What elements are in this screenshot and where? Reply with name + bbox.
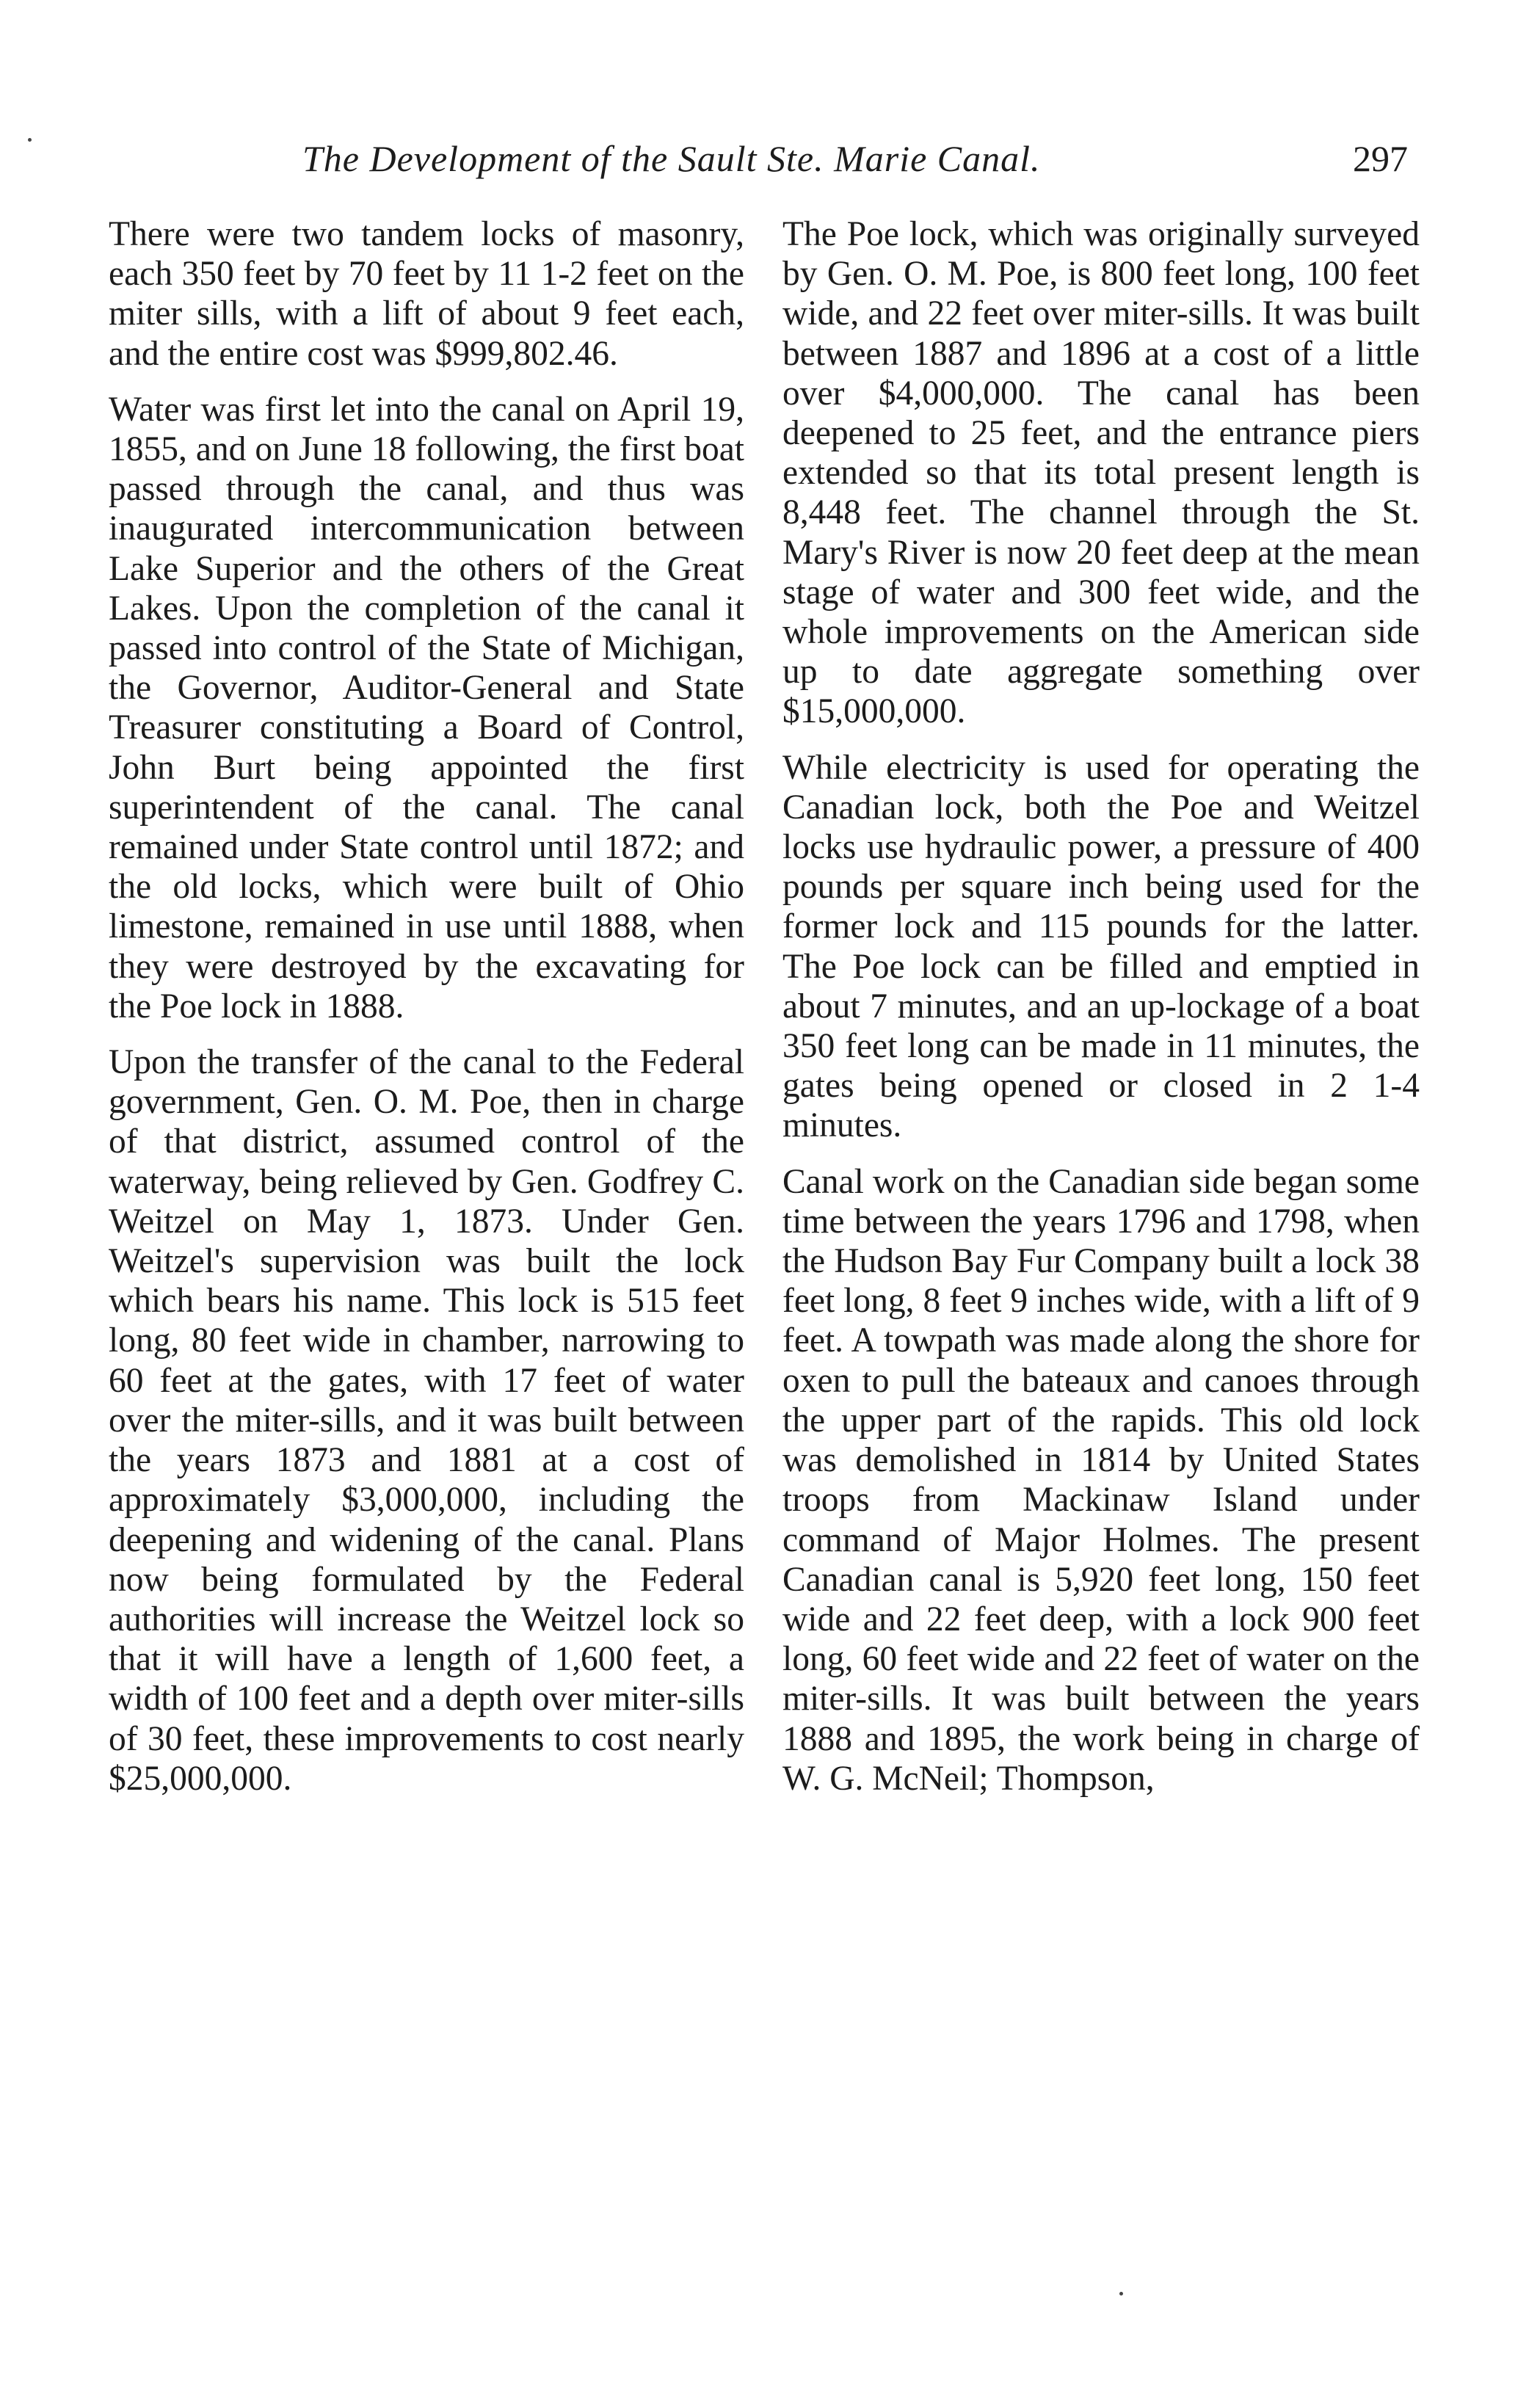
right-column (782, 214, 1420, 1815)
left-column (109, 214, 744, 1815)
print-speck (1119, 2292, 1123, 2296)
paragraph: While electricity is used for operating the Canadian lock, both the Poe and Weitzel locks use hydraulic power, a pressure of 400 pounds per square inch being used for the former lock and 115 pounds for the latter. The Poe lock can be filled and emptied in about 7 minutes, and an up-lockage of a boat 350 feet long can be made in 11 minutes, the gates being opened or closed in 2 1-4 minutes. (782, 748, 1420, 1145)
running-head (302, 137, 1408, 181)
paragraph: Canal work on the Canadian side began some time between the years 1796 and 1798, when the Hudson Bay Fur Company built a lock 38 feet long, 8 feet 9 inches wide, with a lift of 9 feet. A towpath was made along the shore for oxen to pull the bateaux and canoes through the upper part of the rapids. This old lock was demolished in 1814 by United States troops from Mackinaw Island under command of Major Holmes. The present Canadian canal is 5,920 feet long, 150 feet wide and 22 feet deep, with a lock 900 feet long, 60 feet wide and 22 feet of water on the miter-sills. It was built between the years 1888 and 1895, the work being in charge of W. G. McNeil; Thompson, (782, 1162, 1420, 1798)
running-title: The Development of the Sault Ste. Marie Canal. (302, 138, 1041, 179)
print-speck (28, 138, 32, 142)
page-number: 297 (1353, 138, 1408, 179)
paragraph: The Poe lock, which was originally surveyed by Gen. O. M. Poe, is 800 feet long, 100 feet wide, and 22 feet over miter-sills. It was built between 1887 and 1896 at a cost of a little over $4,000,000. The canal has been deepened to 25 feet, and the entrance piers extended so that its total present length is 8,448 feet. The channel through the St. Mary's River is now 20 feet deep at the mean stage of water and 300 feet wide, and the whole improvements on the American side up to date aggregate something over $15,000,000. (782, 215, 1420, 731)
paragraph: Water was first let into the canal on April 19, 1855, and on June 18 following, the first boat passed through the canal, and thus was inaugurated intercommunication between Lake Superior and the others of the Great Lakes. Upon the completion of the canal it passed into control of the State of Michigan, the Governor, Auditor-General and State Treasurer constituting a Board of Control, John Burt being appointed the first superintendent of the canal. The canal remained under State control until 1872; and the old locks, which were built of Ohio limestone, remained in use until 1888, when they were destroyed by the excavating for the Poe lock in 1888. (109, 390, 744, 1026)
paragraph: Upon the transfer of the canal to the Federal government, Gen. O. M. Poe, then in charge of that district, assumed control of the waterway, being relieved by Gen. Godfrey C. Weitzel on May 1, 1873. Under Gen. Weitzel's supervision was built the lock which bears his name. This lock is 515 feet long, 80 feet wide in chamber, narrowing to 60 feet at the gates, with 17 feet of water over the miter-sills, and it was built between the years 1873 and 1881 at a cost of approximately $3,000,000, including the deepening and widening of the canal. Plans now being formulated by the Federal authorities will increase the Weitzel lock so that it will have a length of 1,600 feet, a width of 100 feet and a depth over miter-sills of 30 feet, these improvements to cost nearly $25,000,000. (109, 1043, 744, 1798)
paragraph: There were two tandem locks of masonry, each 350 feet by 70 feet by 11 1-2 feet on the miter sills, with a lift of about 9 feet each, and the entire cost was $999,802.46. (109, 215, 744, 373)
